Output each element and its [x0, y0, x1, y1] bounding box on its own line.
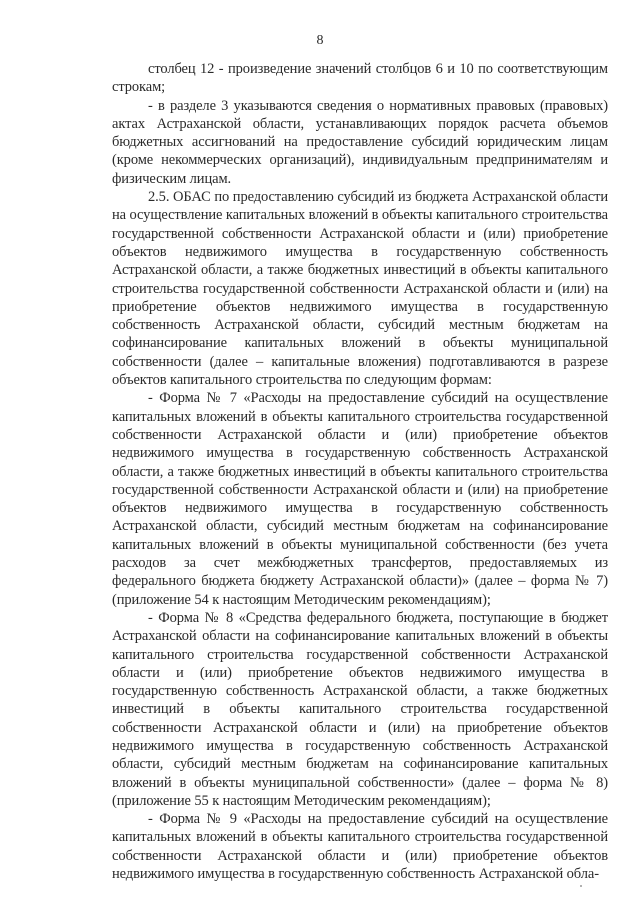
paragraph-section-3: - в разделе 3 указываются сведения о нормативных правовых (правовых) актах Астраханской области, устанавливающих порядок расчета объемов бюджетных ассигнований на предоставление субсидий юридическим лицам (кроме некоммерческих организаций), индивидуальным предпринимателям и физическим лицам.	[112, 97, 608, 187]
paragraph-form-7: - Форма № 7 «Расходы на предоставление субсидий на осуществление капитальных вложений в объекты капитального строительства государственной собственности Астраханской области и (или) приобретение объектов недвижимого имущества в государственную собственность Астраханской области, а также бюджетных инвестиций в объекты капитального строительства государственной собственности Астраханской области и (или) на приобретение объектов недвижимого имущества в государственную собственность Астраханской области, субсидий местным бюджетам на софинансирование капитальных вложений в объекты муниципальной собственности (без учета расходов за счет межбюджетных трансфертов, предоставляемых из федерального бюджета бюджету Астраханской области)» (далее – форма № 7) (приложение 54 к настоящим Методическим рекомендациям);	[112, 390, 608, 608]
document-body	[112, 60, 608, 883]
paragraph-2-5: 2.5. ОБАС по предоставлению субсидий из бюджета Астраханской области на осуществление капитальных вложений в объекты капитального строительства государственной собственности Астраханской области и (или) приобретение объектов недвижимого имущества в государственную собственность Астраханской области, а также бюджетных инвестиций в объекты капитального строительства государственной собственности Астраханской области и (или) на приобретение объектов недвижимого имущества в государственную собственность Астраханской области, субсидий местным бюджетам на софинансирование капитальных вложений в объекты муниципальной собственности (далее – капитальные вложения) подготавливаются в разрезе объектов капитального строительства по следующим формам:	[112, 189, 608, 389]
paragraph-form-9: - Форма № 9 «Расходы на предоставление субсидий на осуществление капитальных вложений в объекты капитального строительства государственной собственности Астраханской области и (или) приобретение объектов недвижимого имущества в государственную собственность Астраханской обла-	[112, 811, 608, 883]
paragraph-column-12: столбец 12 - произведение значений столбцов 6 и 10 по соответствующим строкам;	[112, 61, 608, 96]
paragraph-form-8: - Форма № 8 «Средства федерального бюджета, поступающие в бюджет Астраханской области на софинансирование капитальных вложений в объекты капитального строительства государственной собственности Астраханской области и (или) приобретение объектов недвижимого имущества в государственную собственность Астраханской области, а также бюджетных инвестиций в объекты капитального строительства государственной собственности Астраханской области и (или) на приобретение объектов недвижимого имущества в государственную собственность Астраханской области, субсидий местным бюджетам на софинансирование капитальных вложений в объекты муниципальной собственности» (далее – форма № 8) (приложение 55 к настоящим Методическим рекомендациям);	[112, 609, 608, 809]
scan-speck	[580, 885, 582, 887]
page-number: 8	[316, 33, 324, 48]
